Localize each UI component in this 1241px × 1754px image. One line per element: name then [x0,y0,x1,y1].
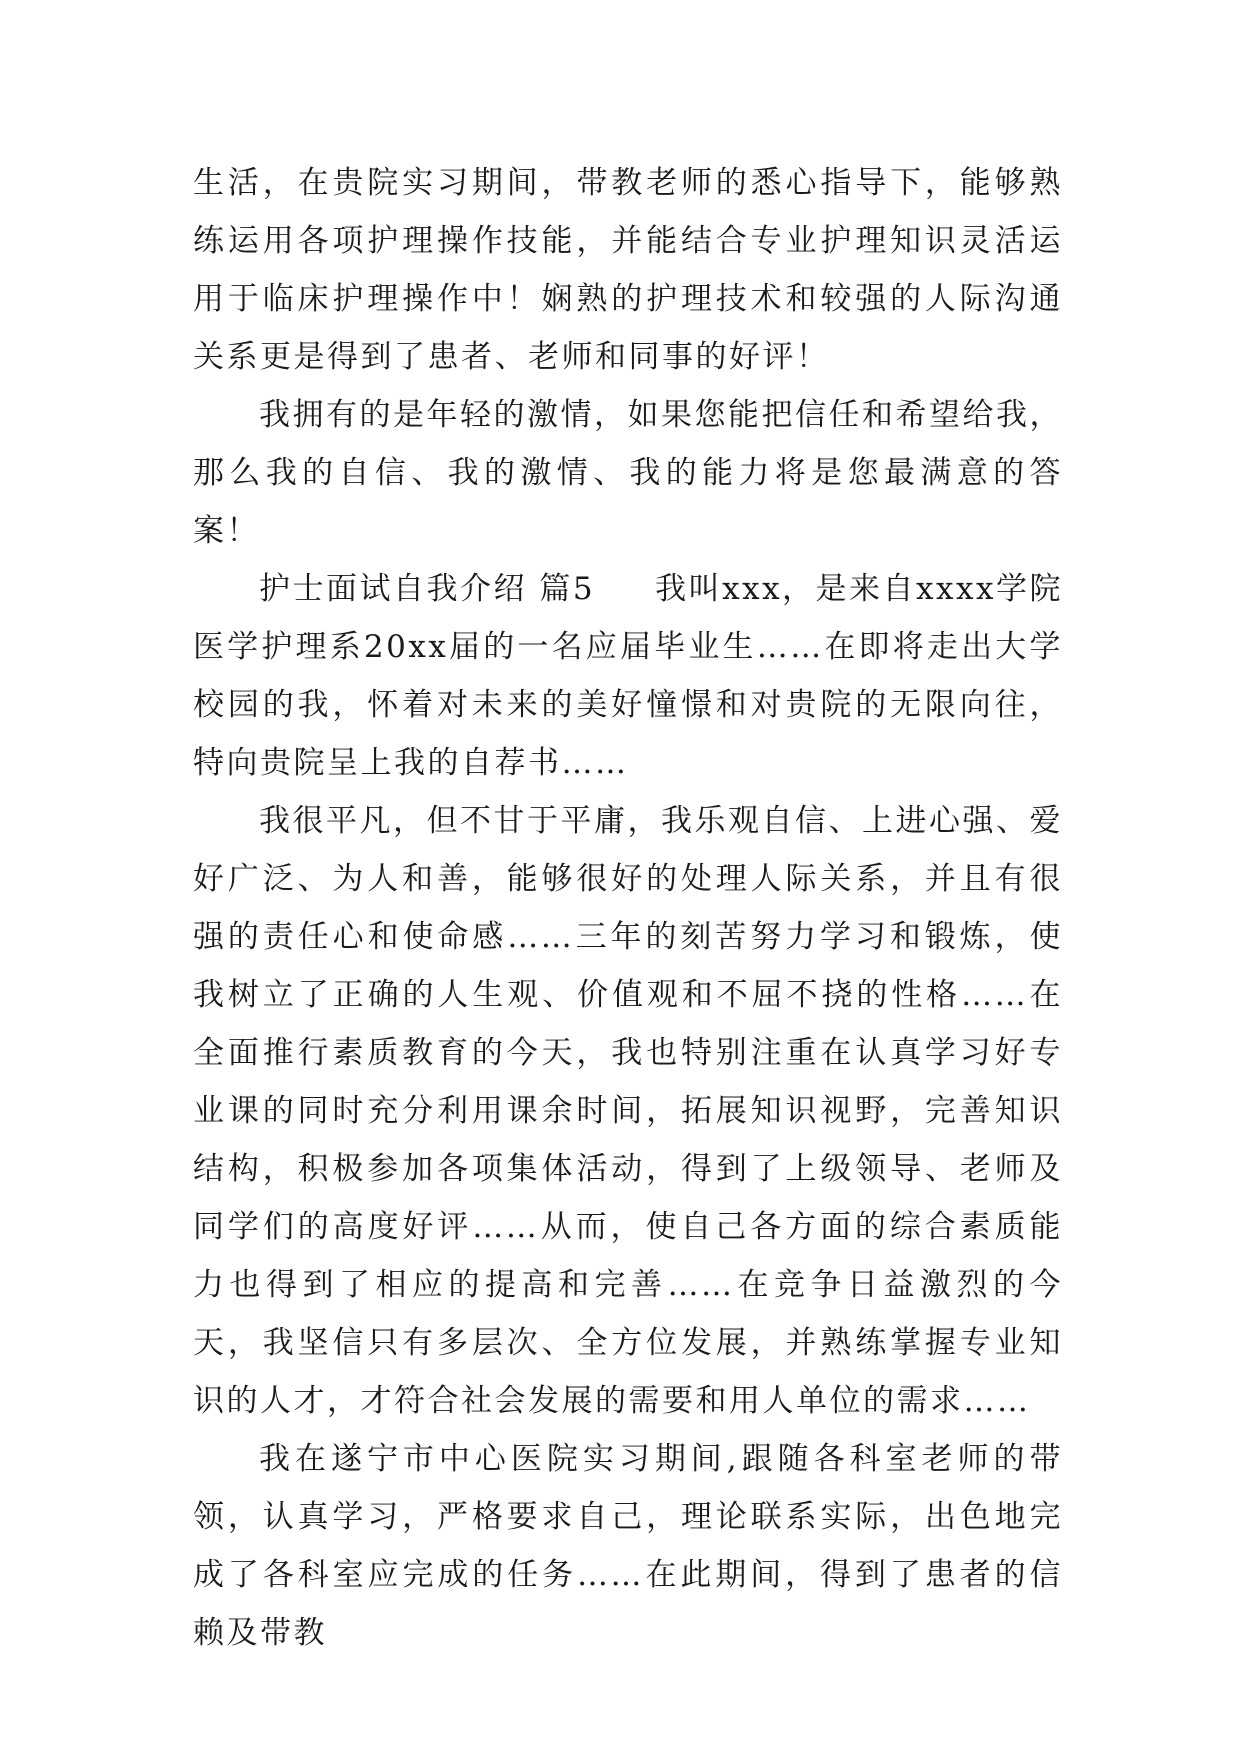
section-heading: 护士面试自我介绍 篇5 [259,571,596,607]
document-body [193,154,1063,1662]
paragraph-internship-summary: 生活，在贵院实习期间，带教老师的悉心指导下，能够熟练运用各项护理操作技能，并能结合专业护理知识灵活运用于临床护理操作中！娴熟的护理技术和较强的人际沟通关系更是得到了患者、老师和同事的好评！ [193,165,1063,375]
paragraph-section-5-intro [193,560,1063,792]
paragraph-hospital-internship: 我在遂宁市中心医院实习期间,跟随各科室老师的带领，认真学习，严格要求自己，理论联系实际，出色地完成了各科室应完成的任务……在此期间，得到了患者的信赖及带教 [193,1441,1063,1651]
section-5-intro-text: 我叫xxx，是来自xxxx学院医学护理系20xx届的一名应届毕业生……在即将走出大学校园的我，怀着对未来的美好憧憬和对贵院的无限向往，特向贵院呈上我的自荐书…… [193,571,1063,781]
paragraph-personal-qualities: 我很平凡，但不甘于平庸，我乐观自信、上进心强、爱好广泛、为人和善，能够很好的处理人际关系，并且有很强的责任心和使命感……三年的刻苦努力学习和锻炼，使我树立了正确的人生观、价值观和不屈不挠的性格……在全面推行素质教育的今天，我也特别注重在认真学习好专业课的同时充分利用课余时间，拓展知识视野，完善知识结构，积极参加各项集体活动，得到了上级领导、老师及同学们的高度好评……从而，使自己各方面的综合素质能力也得到了相应的提高和完善……在竞争日益激烈的今天，我坚信只有多层次、全方位发展，并熟练掌握专业知识的人才，才符合社会发展的需要和用人单位的需求…… [193,803,1063,1419]
paragraph-closing-statement: 我拥有的是年轻的激情，如果您能把信任和希望给我，那么我的自信、我的激情、我的能力将是您最满意的答案！ [193,397,1063,549]
